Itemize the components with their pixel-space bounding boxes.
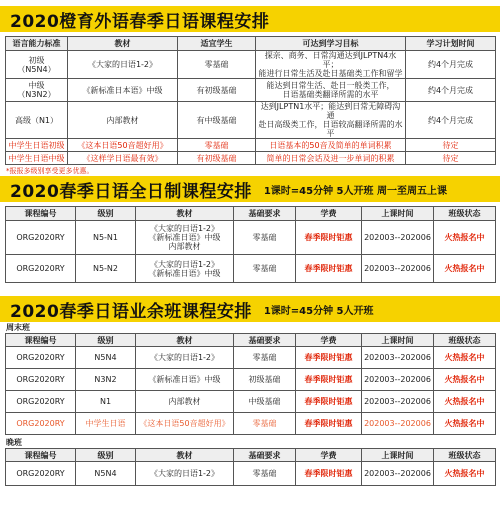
weekend-label: 周末班 [6,323,30,332]
column-header: 级别 [76,207,136,221]
section-subtitle: 1课时=45分钟 5人开班 周一至周五上课 [263,185,448,197]
table-cell: ORG2020RY [6,221,76,255]
column-header: 教材 [136,334,234,347]
table-cell: 《大家的日语1-2》 [136,462,234,486]
table-cell: 春季限时钜惠 [296,369,362,391]
table-cell: 内部教材 [136,391,234,413]
table-cell: 《新标准日本语》中级 [68,79,178,102]
table-cell: 高级（N1） [6,102,68,139]
table-cell: 火热报名中 [434,462,496,486]
table-cell: 《这本日语50音超好用》 [136,413,234,435]
level-plan-table [5,36,496,165]
table-cell: 春季限时钜惠 [296,462,362,486]
table-cell: 约4个月完成 [406,79,496,102]
table-cell: 春季限时钜惠 [296,221,362,255]
table-cell: 探亲、商务、日常沟通达到JLPTN4水平； 能进行日常生活及赴日基础类工作和留学 [256,51,406,79]
table-cell: 202003--202006 [362,391,434,413]
discount-note: *报报多级别享受更多优惠。 [6,167,94,175]
table-cell: 内部教材 [68,102,178,139]
column-header: 可达到学习目标 [256,37,406,51]
table-cell: 《大家的日语1-2》 《新标准日语》中级 内部教材 [136,221,234,255]
table-cell: 有初级基础 [178,152,256,165]
table-cell: 火热报名中 [434,347,496,369]
table-cell: 达到JLPTN1水平；能达到日常无障碍沟通 赴日高级类工作，日语较高翻译所需的水平 [256,102,406,139]
weekend-table [5,333,496,435]
table-cell: 《大家的日语1-2》 《新标准日语》中级 [136,255,234,283]
column-header: 基础要求 [234,334,296,347]
table-cell: 火热报名中 [434,221,496,255]
table-cell: 日语基本的50音及简单的单词积累 [256,139,406,152]
table-cell: 中学生日语中级 [6,152,68,165]
table-row [6,347,496,369]
section-title: 2020春季日语全日制课程安排 [10,181,252,202]
column-header: 班级状态 [434,449,496,462]
table-cell: 简单的日常会话及进一步单词的积累 [256,152,406,165]
table-cell: 火热报名中 [434,391,496,413]
table-cell: ORG2020RY [6,413,76,435]
section-fulltime [0,176,500,283]
column-header: 学费 [296,449,362,462]
section-subtitle: 1课时=45分钟 5人开班 [263,305,374,317]
table-cell: 《这样学日语最有效》 [68,152,178,165]
column-header: 学费 [296,207,362,221]
table-cell: 能达到日常生活、赴日一般类工作， 日语基础类翻译所需的水平 [256,79,406,102]
table-cell: ORG2020RY [6,462,76,486]
table-cell: 零基础 [234,221,296,255]
table-cell: 《大家的日语1-2》 [136,347,234,369]
table-cell: 初级基础 [234,369,296,391]
column-header: 语言能力标准 [6,37,68,51]
column-header: 学习计划时间 [406,37,496,51]
table-row [6,369,496,391]
column-header: 基础要求 [234,449,296,462]
table-cell: 零基础 [234,413,296,435]
table-cell: 零基础 [178,139,256,152]
section-level-plan [0,6,500,177]
table-cell: N5-N2 [76,255,136,283]
table-cell: 中学生日语 [76,413,136,435]
section-banner [0,176,500,202]
table-row [6,413,496,435]
column-header: 上课时间 [362,334,434,347]
section-parttime [0,296,500,486]
table-cell: 初级 （N5N4） [6,51,68,79]
column-header: 基础要求 [234,207,296,221]
section-banner [0,296,500,322]
column-header: 上课时间 [362,207,434,221]
table-row [6,102,496,139]
table-cell: ORG2020RY [6,347,76,369]
table-cell: 待定 [406,152,496,165]
table-cell: 零基础 [234,462,296,486]
column-header: 学费 [296,334,362,347]
table-cell: 春季限时钜惠 [296,391,362,413]
table-cell: 火热报名中 [434,255,496,283]
table-cell: N1 [76,391,136,413]
column-header: 级别 [76,334,136,347]
table-cell: 有初级基础 [178,79,256,102]
table-cell: 约4个月完成 [406,102,496,139]
table-cell: ORG2020RY [6,391,76,413]
table-cell: N5-N1 [76,221,136,255]
table-cell: 《新标准日语》中级 [136,369,234,391]
column-header: 教材 [136,449,234,462]
table-row [6,221,496,255]
table-row [6,139,496,152]
table-cell: 《这本日语50音超好用》 [68,139,178,152]
table-row [6,152,496,165]
table-cell: 零基础 [234,347,296,369]
section-banner [0,6,500,32]
column-header: 级别 [76,449,136,462]
table-cell: 火热报名中 [434,369,496,391]
evening-table [5,448,496,486]
table-row [6,255,496,283]
section-title: 2020春季日语业余班课程安排 [10,301,252,322]
table-cell: 202003--202006 [362,413,434,435]
table-cell: 春季限时钜惠 [296,255,362,283]
table-cell: 202003--202006 [362,369,434,391]
table-cell: 约4个月完成 [406,51,496,79]
table-cell: 202003--202006 [362,347,434,369]
table-cell: ORG2020RY [6,255,76,283]
table-cell: N5N4 [76,347,136,369]
table-cell: 有中级基础 [178,102,256,139]
table-cell: 《大家的日语1-2》 [68,51,178,79]
table-cell: 中学生日语初级 [6,139,68,152]
column-header: 课程编号 [6,207,76,221]
table-cell: 中级基础 [234,391,296,413]
table-cell: 零基础 [234,255,296,283]
column-header: 教材 [68,37,178,51]
column-header: 课程编号 [6,449,76,462]
table-row [6,462,496,486]
table-cell: 中级 （N3N2） [6,79,68,102]
table-cell: N5N4 [76,462,136,486]
table-cell: 春季限时钜惠 [296,413,362,435]
table-row [6,391,496,413]
table-cell: 火热报名中 [434,413,496,435]
section-title: 2020橙育外语春季日语课程安排 [10,11,270,32]
table-cell: 春季限时钜惠 [296,347,362,369]
table-cell: ORG2020RY [6,369,76,391]
table-cell: 待定 [406,139,496,152]
column-header: 教材 [136,207,234,221]
table-cell: 202003--202006 [362,255,434,283]
column-header: 班级状态 [434,334,496,347]
evening-label: 晚班 [6,438,22,447]
column-header: 适宜学生 [178,37,256,51]
column-header: 班级状态 [434,207,496,221]
table-row [6,51,496,79]
column-header: 上课时间 [362,449,434,462]
table-cell: 202003--202006 [362,221,434,255]
column-header: 课程编号 [6,334,76,347]
table-cell: 零基础 [178,51,256,79]
table-row [6,79,496,102]
fulltime-table [5,206,496,283]
table-cell: 202003--202006 [362,462,434,486]
table-cell: N3N2 [76,369,136,391]
